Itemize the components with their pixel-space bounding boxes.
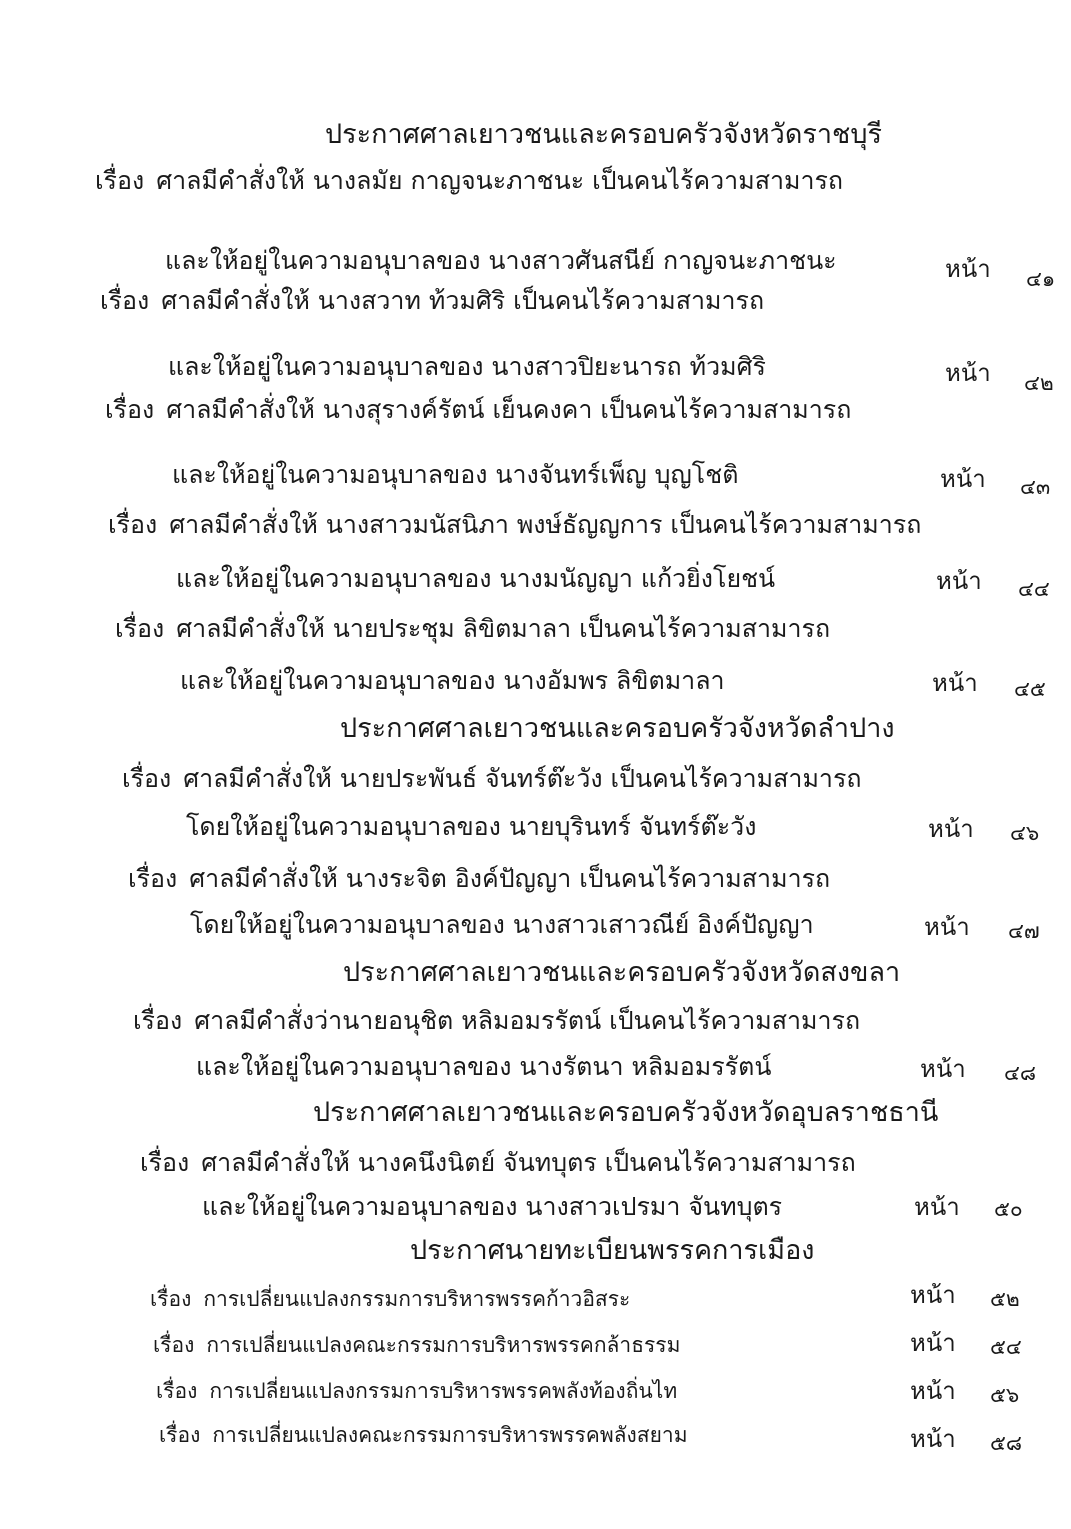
entry-prefix: เรื่อง <box>150 1287 192 1311</box>
page-label: หน้า <box>945 359 991 387</box>
page-label: หน้า <box>910 1377 956 1405</box>
entry-line-2: และให้อยู่ในความอนุบาลของ นางสาวเปรมา จันทบุตร <box>202 1192 783 1221</box>
entry-prefix: เรื่อง <box>128 864 178 893</box>
page-label: หน้า <box>940 465 986 493</box>
entry-title: ศาลมีคำสั่งให้ นางสุรางค์รัตน์ เย็นคงคา เป็นคนไร้ความสามารถ <box>166 395 852 424</box>
entry-line-1 <box>153 1328 680 1362</box>
entry-line-2: และให้อยู่ในความอนุบาลของ นางสาวปิยะนารถ ท้วมศิริ <box>168 352 766 381</box>
page-label: หน้า <box>924 913 970 941</box>
entry-title: ศาลมีคำสั่งให้ นายประพันธ์ จันทร์ต๊ะวัง เป็นคนไร้ความสามารถ <box>183 764 862 793</box>
page-number: ๔๕ <box>1014 677 1046 701</box>
entry-line-2: และให้อยู่ในความอนุบาลของ นางอัมพร ลิขิตมาลา <box>180 666 725 695</box>
page-number: ๕๖ <box>990 1383 1020 1407</box>
page-label: หน้า <box>932 669 978 697</box>
page-label: หน้า <box>910 1281 956 1309</box>
entry-line-1 <box>128 862 830 896</box>
page-label: หน้า <box>945 255 991 283</box>
page-label: หน้า <box>914 1193 960 1221</box>
page-number: ๕๔ <box>990 1335 1022 1359</box>
page-number: ๔๖ <box>1010 821 1040 845</box>
entry-title: ศาลมีคำสั่งให้ นางสวาท ท้วมศิริ เป็นคนไร้ความสามารถ <box>161 286 765 315</box>
entry-line-1 <box>122 762 862 796</box>
entry-line-1 <box>133 1004 860 1038</box>
entry-line-1 <box>105 393 851 427</box>
entry-line-1 <box>156 1374 677 1408</box>
entry-title: การเปลี่ยนแปลงกรรมการบริหารพรรคพลังท้องถิ่นไท <box>209 1379 678 1403</box>
entry-line-2: โดยให้อยู่ในความอนุบาลของ นายบุรินทร์ จันทร์ต๊ะวัง <box>186 812 757 841</box>
entry-prefix: เรื่อง <box>140 1148 190 1177</box>
entry-line-1 <box>159 1418 688 1452</box>
entry-line-1 <box>108 508 921 542</box>
entry-prefix: เรื่อง <box>115 614 165 643</box>
section-heading: ประกาศศาลเยาวชนและครอบครัวจังหวัดอุบลราชธานี <box>313 1097 939 1128</box>
entry-prefix: เรื่อง <box>105 395 155 424</box>
page-label: หน้า <box>910 1425 956 1453</box>
entry-prefix: เรื่อง <box>159 1423 201 1447</box>
page-label: หน้า <box>928 815 974 843</box>
entry-title: การเปลี่ยนแปลงกรรมการบริหารพรรคก้าวอิสระ <box>203 1287 631 1311</box>
entry-line-1 <box>100 284 764 318</box>
entry-title: การเปลี่ยนแปลงคณะกรรมการบริหารพรรคพลังสยาม <box>212 1423 688 1447</box>
entry-title: ศาลมีคำสั่งให้ นางคนึงนิตย์ จันทบุตร เป็นคนไร้ความสามารถ <box>201 1148 856 1177</box>
entry-line-2: และให้อยู่ในความอนุบาลของ นางสาวศันสนีย์ กาญจนะภาชนะ <box>165 246 837 275</box>
page-label: หน้า <box>936 567 982 595</box>
entry-title: ศาลมีคำสั่งให้ นางลมัย กาญจนะภาชนะ เป็นคนไร้ความสามารถ <box>156 166 844 195</box>
entry-prefix: เรื่อง <box>95 166 145 195</box>
entry-line-1 <box>140 1146 856 1180</box>
entry-prefix: เรื่อง <box>100 286 150 315</box>
entry-title: ศาลมีคำสั่งว่านายอนุชิต หลิมอมรรัตน์ เป็นคนไร้ความสามารถ <box>194 1006 861 1035</box>
page-number: ๕๘ <box>990 1431 1023 1455</box>
entry-title: ศาลมีคำสั่งให้ นายประชุม ลิขิตมาลา เป็นคนไร้ความสามารถ <box>176 614 831 643</box>
page-number: ๔๘ <box>1004 1061 1037 1085</box>
entry-line-2: และให้อยู่ในความอนุบาลของ นางจันทร์เพ็ญ บุญโชติ <box>172 460 739 489</box>
entry-title: การเปลี่ยนแปลงคณะกรรมการบริหารพรรคกล้าธรรม <box>206 1333 681 1357</box>
section-heading: ประกาศศาลเยาวชนและครอบครัวจังหวัดราชบุรี <box>325 119 883 150</box>
page-number: ๔๗ <box>1008 919 1040 943</box>
page-number: ๕๐ <box>994 1197 1023 1221</box>
page-number: ๔๓ <box>1020 475 1051 499</box>
entry-prefix: เรื่อง <box>156 1379 198 1403</box>
page-number: ๔๑ <box>1026 267 1056 291</box>
entry-line-1 <box>95 164 843 198</box>
page-label: หน้า <box>910 1329 956 1357</box>
entry-title: ศาลมีคำสั่งให้ นางระจิต อิงค์ปัญญา เป็นคนไร้ความสามารถ <box>189 864 831 893</box>
entry-prefix: เรื่อง <box>122 764 172 793</box>
entry-prefix: เรื่อง <box>108 510 158 539</box>
section-heading: ประกาศนายทะเบียนพรรคการเมือง <box>410 1235 815 1266</box>
page-number: ๕๒ <box>990 1287 1020 1311</box>
page-number: ๔๒ <box>1024 371 1054 395</box>
entry-title: ศาลมีคำสั่งให้ นางสาวมนัสนิภา พงษ์ธัญญการ เป็นคนไร้ความสามารถ <box>169 510 922 539</box>
entry-prefix: เรื่อง <box>133 1006 183 1035</box>
section-heading: ประกาศศาลเยาวชนและครอบครัวจังหวัดสงขลา <box>343 957 901 988</box>
entry-line-1 <box>150 1282 630 1316</box>
entry-line-2: และให้อยู่ในความอนุบาลของ นางรัตนา หลิมอมรรัตน์ <box>196 1052 772 1081</box>
page-label: หน้า <box>920 1055 966 1083</box>
entry-line-1 <box>115 612 830 646</box>
entry-line-2: โดยให้อยู่ในความอนุบาลของ นางสาวเสาวณีย์ อิงค์ปัญญา <box>190 910 814 939</box>
page-number: ๔๔ <box>1018 577 1050 601</box>
entry-prefix: เรื่อง <box>153 1333 195 1357</box>
section-heading: ประกาศศาลเยาวชนและครอบครัวจังหวัดลำปาง <box>340 713 895 744</box>
entry-line-2: และให้อยู่ในความอนุบาลของ นางมนัญญา แก้วยิ่งโยชน์ <box>176 564 776 593</box>
